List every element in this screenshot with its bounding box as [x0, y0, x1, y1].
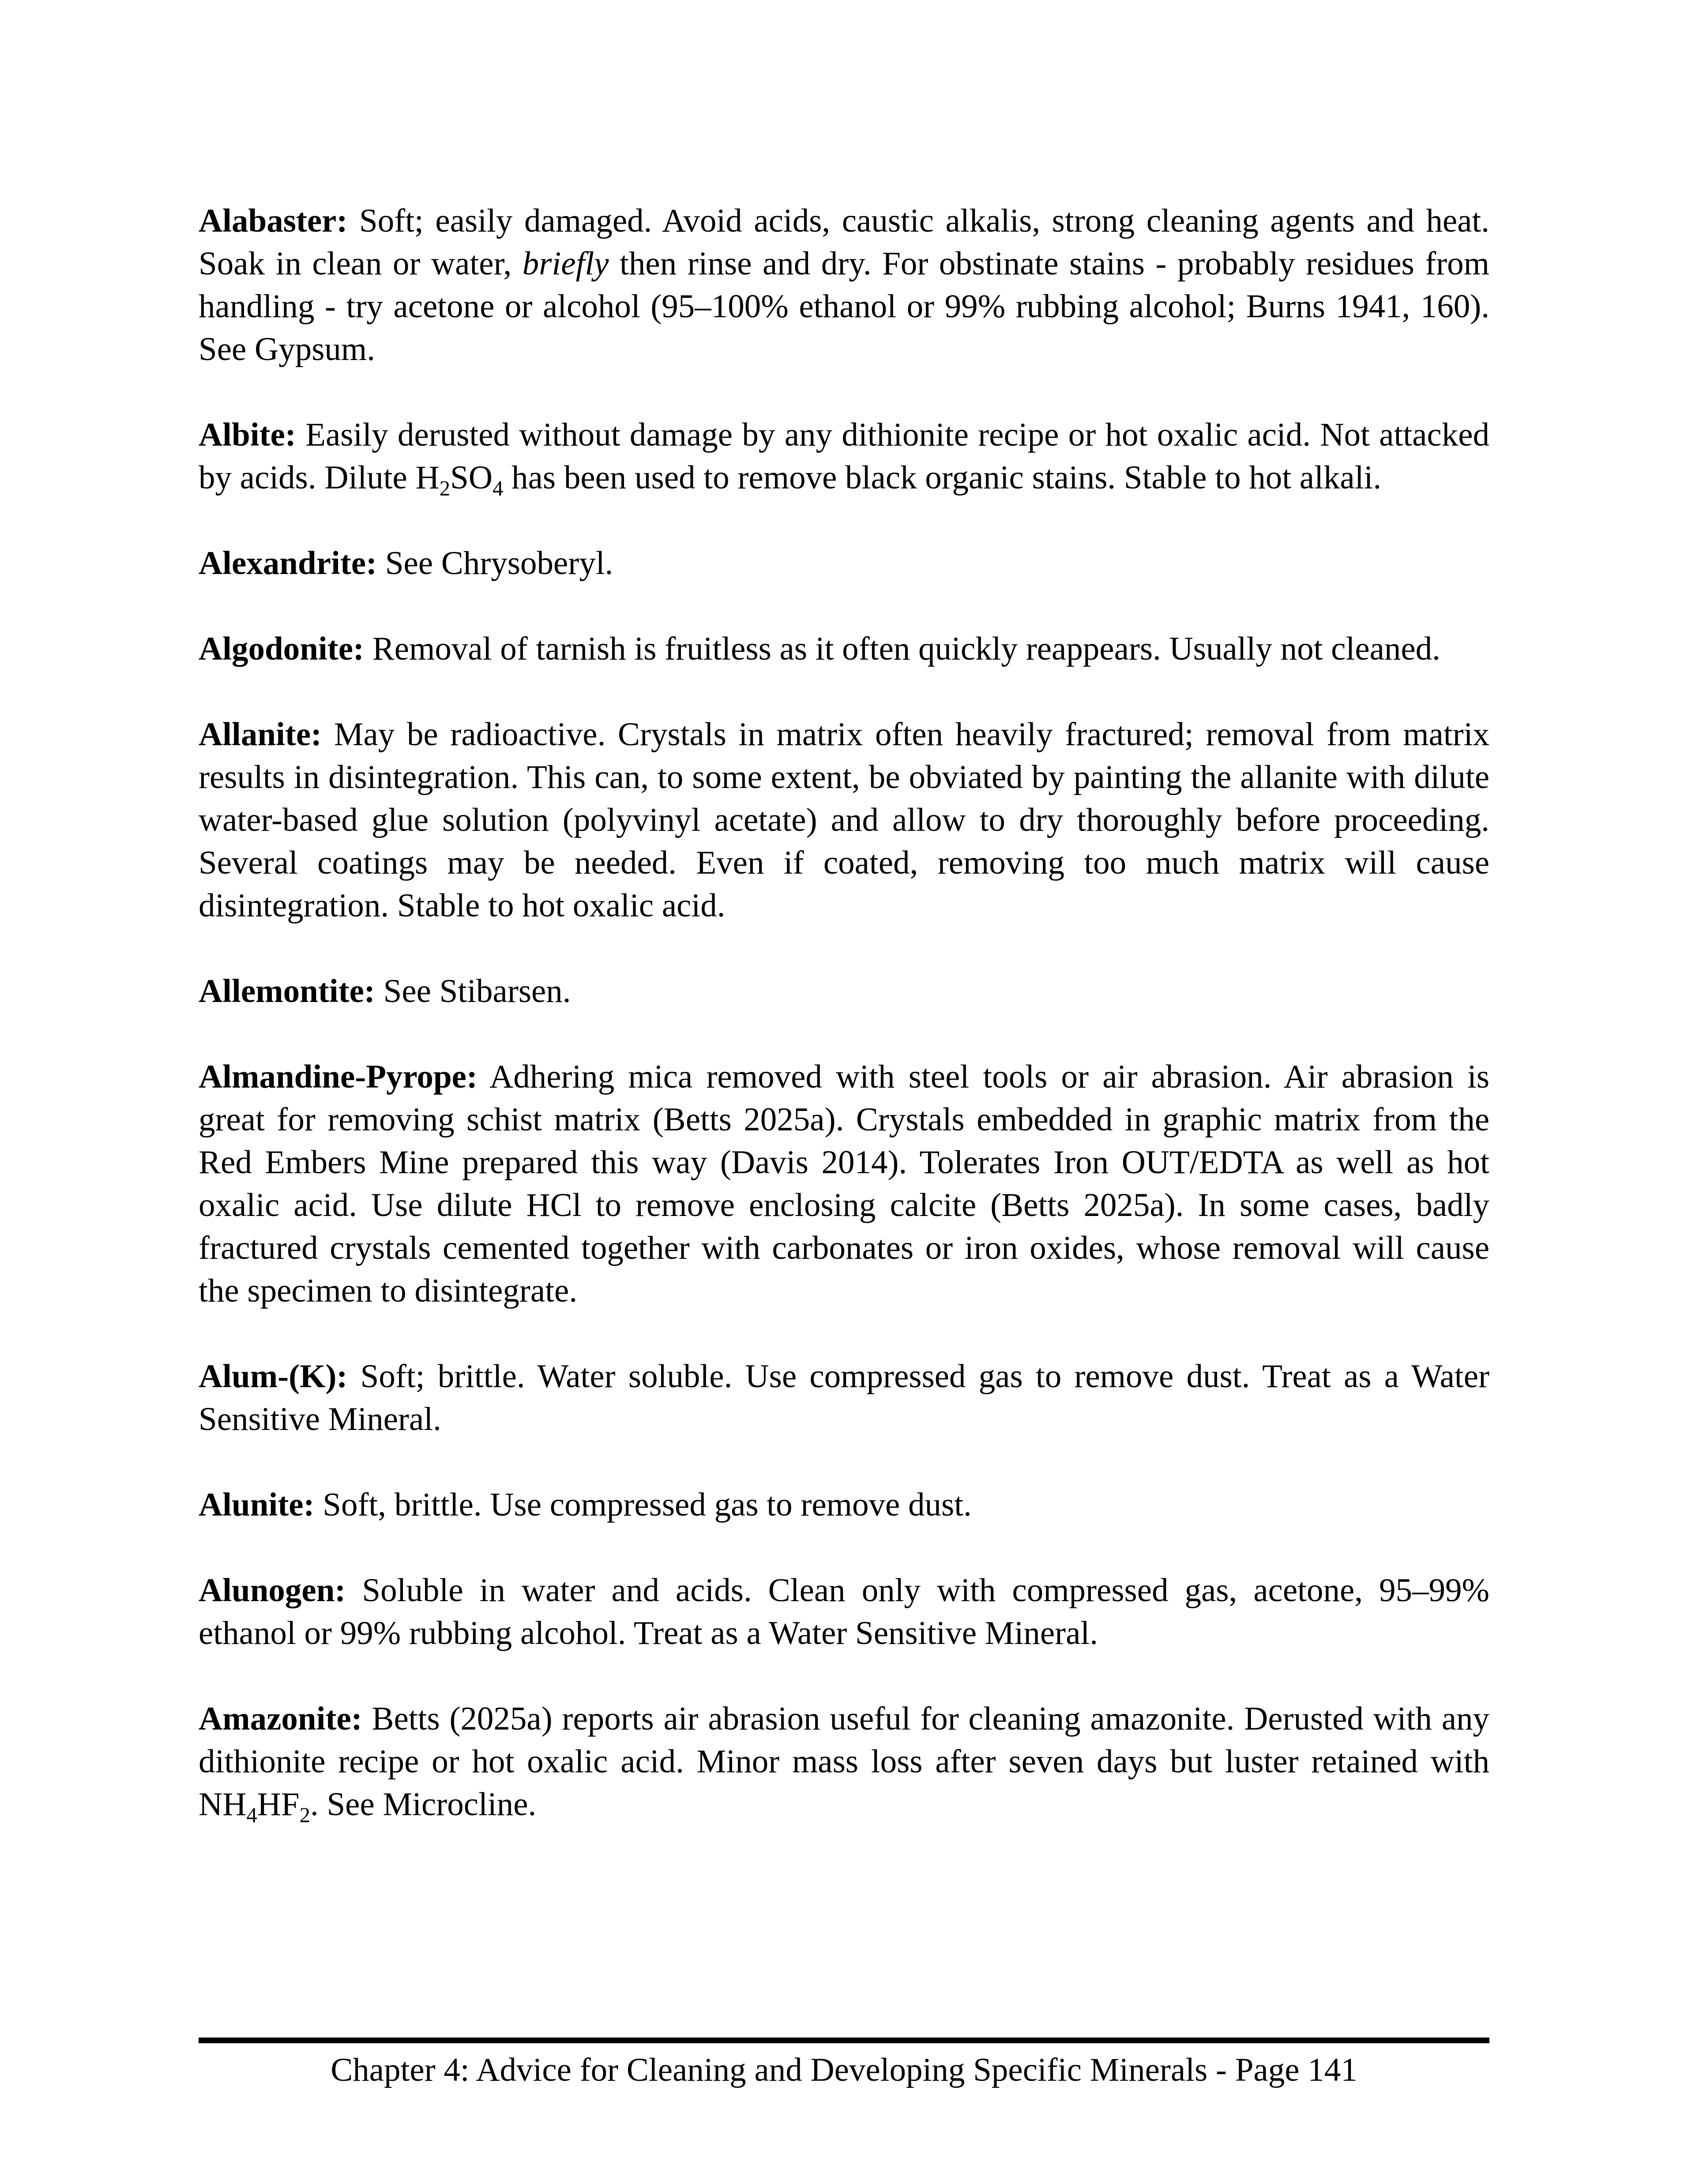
entry-alunogen [199, 1569, 1489, 1655]
chemical-subscript: 2 [299, 1803, 310, 1827]
entry-term: Amazonite: [199, 1700, 362, 1737]
entry-almandine-pyrope [199, 1055, 1489, 1312]
entry-text: See Stibarsen. [375, 973, 571, 1009]
entry-text: then rinse and dry. For obstinate stains - probably residues from handling - try acetone or alcohol (95–100% ethanol or 99% rubbing alcohol; Burns 1941, 160). See Gypsum. [199, 245, 1489, 368]
page-footer [199, 2038, 1489, 2090]
entry-text: SO [450, 459, 492, 496]
entry-term: Alabaster: [199, 203, 348, 239]
entry-term: Alum-(K): [199, 1358, 348, 1395]
entry-text: Soft; easily damaged. Avoid acids, caustic alkalis, strong cleaning agents and heat. Soak in clean or water, [199, 203, 1489, 282]
entry-alexandrite [199, 542, 1489, 585]
entry-list [199, 199, 1489, 1869]
entry-term: Alunite: [199, 1486, 315, 1523]
entry-italic-text: briefly [522, 245, 609, 282]
chemical-subscript: 4 [492, 477, 504, 500]
entry-term: Albite: [199, 417, 296, 453]
entry-term: Algodonite: [199, 630, 364, 667]
entry-amazonite [199, 1697, 1489, 1826]
entry-term: Allemontite: [199, 973, 375, 1009]
entry-text: Soft, brittle. Use compressed gas to remove dust. [314, 1486, 972, 1523]
entry-text: Removal of tarnish is fruitless as it often quickly reappears. Usually not cleaned. [364, 630, 1440, 667]
footer-rule [199, 2038, 1489, 2043]
entry-text: Adhering mica removed with steel tools or air abrasion. Air abrasion is great for removing schist matrix (Betts 2025a). Crystals embedded in graphic matrix from the Red Embers Mine prepared this way (Davis 2014). Tolerates Iron OUT/EDTA as well as hot oxalic acid. Use dilute HCl to remove enclosing calcite (Betts 2025a). In some cases, badly fractured crystals cemented together with carbonates or iron oxides, whose removal will cause the specimen to disintegrate. [199, 1058, 1489, 1309]
entry-algodonite [199, 627, 1489, 670]
entry-text: . See Microcline. [310, 1786, 537, 1823]
entry-term: Alunogen: [199, 1572, 346, 1609]
entry-alum-k [199, 1355, 1489, 1441]
chemical-subscript: 2 [439, 477, 451, 500]
entry-text: has been used to remove black organic stains. Stable to hot alkali. [503, 459, 1382, 496]
entry-text: Soluble in water and acids. Clean only with compressed gas, acetone, 95–99% ethanol or 99% rubbing alcohol. Treat as a Water Sensitive Mineral. [199, 1572, 1489, 1651]
entry-albite [199, 413, 1489, 499]
entry-allanite [199, 713, 1489, 927]
entry-text: Betts (2025a) reports air abrasion useful for cleaning amazonite. Derusted with any dithionite recipe or hot oxalic acid. Minor mass loss after seven days but luster retained with NH [199, 1700, 1489, 1823]
entry-term: Allanite: [199, 716, 322, 753]
chemical-subscript: 4 [246, 1803, 257, 1827]
entry-text: See Chrysoberyl. [377, 545, 613, 582]
entry-term: Alexandrite: [199, 545, 377, 582]
entry-text: Easily derusted without damage by any dithionite recipe or hot oxalic acid. Not attacked by acids. Dilute H [199, 417, 1489, 496]
entry-allemontite [199, 970, 1489, 1013]
entry-alunite [199, 1483, 1489, 1526]
entry-text: HF [257, 1786, 300, 1823]
entry-text: Soft; brittle. Water soluble. Use compressed gas to remove dust. Treat as a Water Sensitive Mineral. [199, 1358, 1489, 1437]
entry-alabaster [199, 199, 1489, 371]
footer-text: Chapter 4: Advice for Cleaning and Developing Specific Minerals - Page 141 [331, 2052, 1357, 2088]
entry-term: Almandine-Pyrope: [199, 1058, 477, 1095]
entry-text: May be radioactive. Crystals in matrix often heavily fractured; removal from matrix results in disintegration. This can, to some extent, be obviated by painting the allanite with dilute water-based glue solution (polyvinyl acetate) and allow to dry thoroughly before proceeding. Several coatings may be needed. Even if coated, removing too much matrix will cause disintegration. Stable to hot oxalic acid. [199, 716, 1489, 924]
